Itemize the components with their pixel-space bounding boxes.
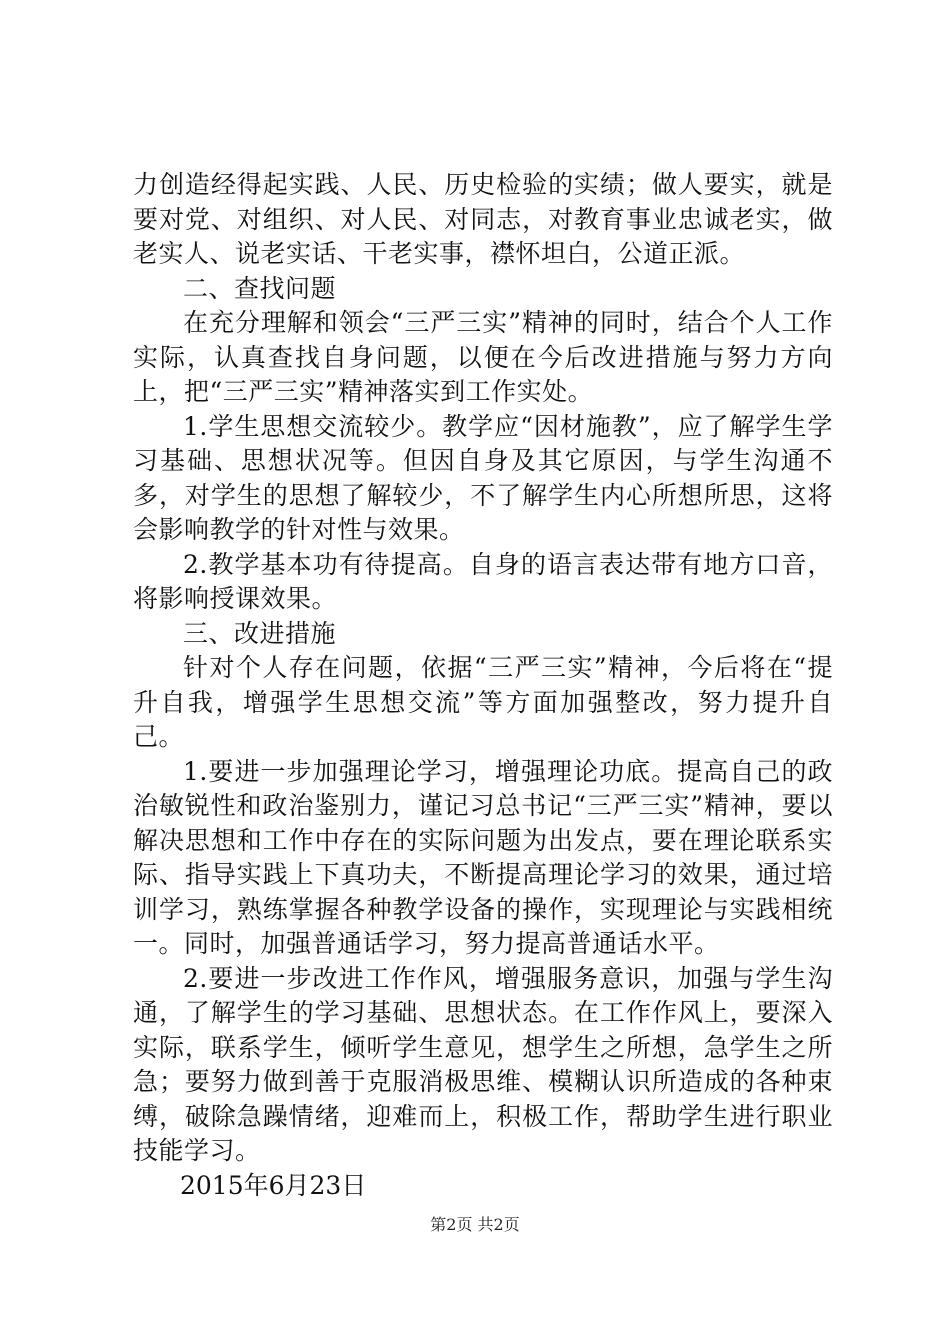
paragraph-problem-1: 1.学生思想交流较少。教学应“因材施教”，应了解学生学习基础、思想状况等。但因自身及其它原因，与学生沟通不多，对学生的思想了解较少，不了解学生内心所想所思，这将会影响教学的针对性与效果。: [133, 411, 833, 544]
paragraph-find-problems-intro: 在充分理解和领会“三严三实”精神的同时，结合个人工作实际，认真查找自身问题，以便在今后改进措施与努力方向上，把“三严三实”精神落实到工作实处。: [133, 308, 833, 406]
section-heading-find-problems: 二、查找问题: [183, 273, 337, 303]
paragraph-continuation: 力创造经得起实践、人民、历史检验的实绩；做人要实，就是要对党、对组织、对人民、对同志，对教育事业忠诚老实，做老实人、说老实话、干老实事，襟怀坦白，公道正派。: [133, 170, 833, 268]
paragraph-improvements-intro: 针对个人存在问题，依据“三严三实”精神，今后将在“提升自我，增强学生思想交流”等方面加强整改，努力提升自己。: [133, 653, 833, 751]
section-heading-improvements: 三、改进措施: [183, 618, 337, 648]
document-body: [133, 168, 833, 1203]
page-number-footer: 第2页 共2页: [430, 1215, 520, 1234]
paragraph-improvement-1: 1.要进一步加强理论学习，增强理论功底。提高自己的政治敏锐性和政治鉴别力，谨记习总书记“三严三实”精神，要以解决思想和工作中存在的实际问题为出发点，要在理论联系实际、指导实践上下真功夫，不断提高理论学习的效果，通过培训学习，熟练掌握各种教学设备的操作，实现理论与实践相统一。同时，加强普通话学习，努力提高普通话水平。: [133, 756, 833, 958]
paragraph-problem-2: 2.教学基本功有待提高。自身的语言表达带有地方口音，将影响授课效果。: [133, 549, 833, 613]
document-date: 2015年6月23日: [180, 1170, 367, 1200]
paragraph-improvement-2: 2.要进一步改进工作作风，增强服务意识，加强与学生沟通，了解学生的学习基础、思想状态。在工作作风上，要深入实际，联系学生，倾听学生意见，想学生之所想，急学生之所急；要努力做到善于克服消极思维、模糊认识所造成的各种束缚，破除急躁情绪，迎难而上，积极工作，帮助学生进行职业技能学习。: [133, 963, 833, 1165]
